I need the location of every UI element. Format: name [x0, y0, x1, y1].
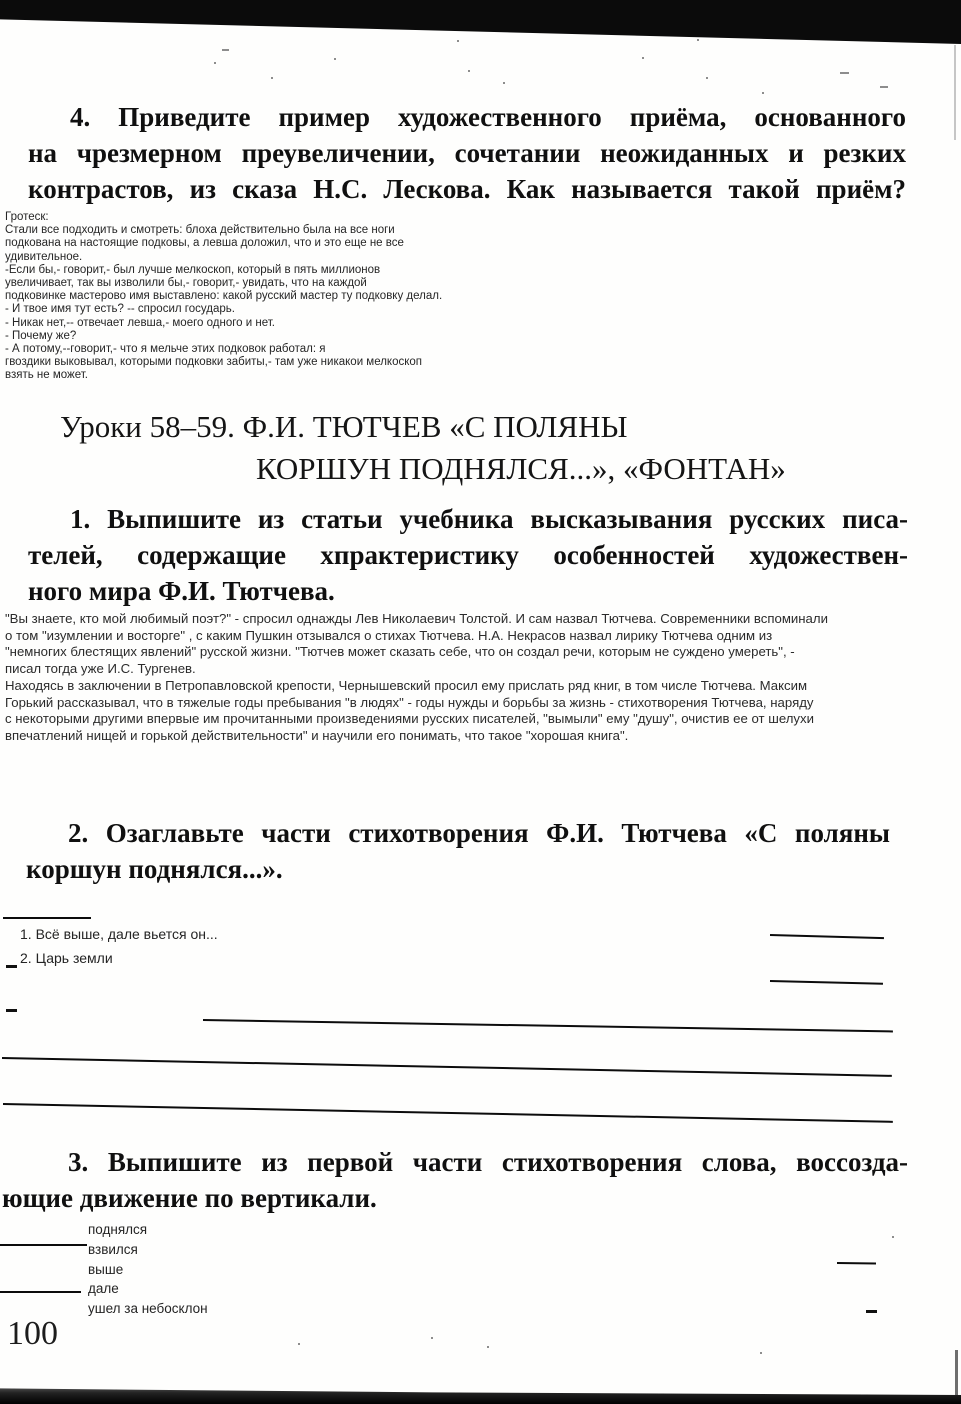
lesson-header-line-2: КОРШУН ПОДНЯЛСЯ...», «ФОНТАН»: [256, 451, 786, 486]
question-2-line-1: 2. Озаглавьте части стихотворения Ф.И. Тютчева «С поляны: [68, 818, 890, 848]
answer-line: удивительное.: [5, 250, 83, 263]
question-4-answer: [5, 211, 535, 383]
question-4-heading: [28, 99, 906, 207]
answer-line: Горький рассказывал, что в тяжелые годы пребывания "в людях" - годы нужды и борьбы за жизнь - стихотворения Тютчева, наряду: [5, 694, 814, 710]
question-1-answer: [5, 611, 950, 745]
answer-rule-line: [2, 1057, 892, 1077]
answer-line: "немногих блестящих явлений" русской жизни. "Тютчев может сказать себе, что он создал речи, которым не суждено умереть", -: [5, 644, 795, 660]
answer-line: о том "изумлении и восторге" , с каким Пушкин отзывался о стихах Тютчева. Н.А. Некрасов назвал лирику Тютчева одним из: [5, 627, 773, 643]
answer-line: "Вы знаете, кто мой любимый поэт?" - спросил однажды Лев Николаевич Толстой. И сам назвал Тютчева. Современники вспоминали: [5, 611, 828, 626]
page-number: 100: [7, 1315, 58, 1352]
answer-line: взять не может.: [5, 369, 88, 382]
answer-line: Находясь в заключении в Петропавловской крепости, Чернышевский просил ему прислать ряд книг, в том числе Тютчева. Максим: [5, 677, 808, 693]
answer-rule-line: [3, 917, 91, 919]
answer-line: писал тогда уже И.С. Тургенев.: [5, 661, 196, 677]
scan-edge-shadow-bottom: [0, 1384, 961, 1404]
question-3-heading: [2, 1144, 908, 1216]
answer-rule-line: [3, 1103, 893, 1123]
answer-line: Стали все подходить и смотреть: блоха действительно была на все ноги: [5, 224, 395, 237]
answer-line: гвоздики выковывал, которыми подковки забиты,- там уже никакои мелкоскоп: [5, 356, 423, 369]
scan-page-edge-line: [955, 1350, 958, 1396]
answer-line: увеличивает, так вы изволили бы,- говорит,- увидать, что на каждой: [5, 277, 367, 290]
answer-line: - И твое имя тут есть? -- спросил государь.: [5, 303, 235, 316]
answer-dash: [6, 1009, 17, 1012]
question-3-line-2: ющие движение по вертикали.: [2, 1183, 377, 1213]
question-2-answer-2: 2. Царь земли: [20, 950, 113, 966]
answer-rule-line: [203, 1019, 893, 1033]
answer-rule-line: [0, 1291, 81, 1293]
answer-word: выше: [88, 1261, 124, 1277]
answer-line: с некоторыми другими впервые им прочитанными произведениями русских писателей, "вымыли" ему "душу", очистив ее от шелухи: [5, 711, 814, 727]
answer-word: ушел за небосклон: [88, 1301, 208, 1317]
question-2-answer-1: 1. Всё выше, дале вьется он...: [20, 926, 218, 942]
answer-rule-line: [0, 1244, 87, 1246]
question-1-line-2: телей, содержащие хпрактеристику особенностей художествен-: [28, 540, 908, 570]
answer-line: подковинке мастерово имя выставлено: какой русский мастер ту подковку делал.: [5, 290, 443, 303]
question-4-line-2: на чрезмерном преувеличении, сочетании неожиданных и резких: [28, 138, 906, 168]
lesson-header-line-1: Уроки 58–59. Ф.И. ТЮТЧЕВ «С ПОЛЯНЫ: [60, 409, 628, 444]
answer-line: Гротеск:: [5, 211, 49, 223]
answer-line: -Если бы,- говорит,- был лучше мелкоскоп, который в пять миллионов: [5, 263, 381, 276]
question-2-heading: [26, 815, 890, 887]
question-4-line-1: 4. Приведите пример художественного приёма, основанного: [70, 102, 906, 132]
question-2-line-2: коршун поднялся...».: [26, 854, 283, 884]
question-3-line-1: 3. Выпишите из первой части стихотворения слова, воссозда-: [68, 1147, 908, 1177]
answer-line: - Почему же?: [5, 329, 77, 342]
scan-edge-shadow-top: [0, 0, 961, 44]
answer-word: поднялся: [88, 1222, 148, 1237]
question-1-heading: [28, 501, 908, 609]
question-1-line-1: 1. Выпишите из статьи учебника высказывания русских писа-: [70, 504, 908, 534]
answer-dash: [6, 965, 17, 968]
answer-line: подкована на настоящие подковы, а левша доложил, что и это еще не все: [5, 237, 404, 250]
question-1-line-3: ного мира Ф.И. Тютчева.: [28, 576, 335, 606]
answer-rule-line: [770, 934, 884, 940]
answer-line: впечатлений нищей и горькой действительности" и научили его понимать, что такое "хорошая книга".: [5, 727, 629, 743]
scan-page-edge-line: [954, 45, 956, 140]
question-4-line-3: контрастов, из сказа Н.С. Лескова. Как называется такой приём?: [28, 174, 906, 204]
question-3-answer-list: [88, 1220, 208, 1319]
answer-word: взвился: [88, 1241, 138, 1257]
answer-line: - А потому,--говорит,- что я мельче этих подковок работал: я: [5, 343, 326, 356]
answer-rule-line: [770, 980, 883, 985]
answer-line: - Никак нет,-- отвечает левша,- моего одного и нет.: [5, 316, 275, 329]
answer-dash: [866, 1310, 877, 1313]
answer-word: дале: [88, 1281, 119, 1297]
answer-rule-line: [837, 1262, 876, 1265]
